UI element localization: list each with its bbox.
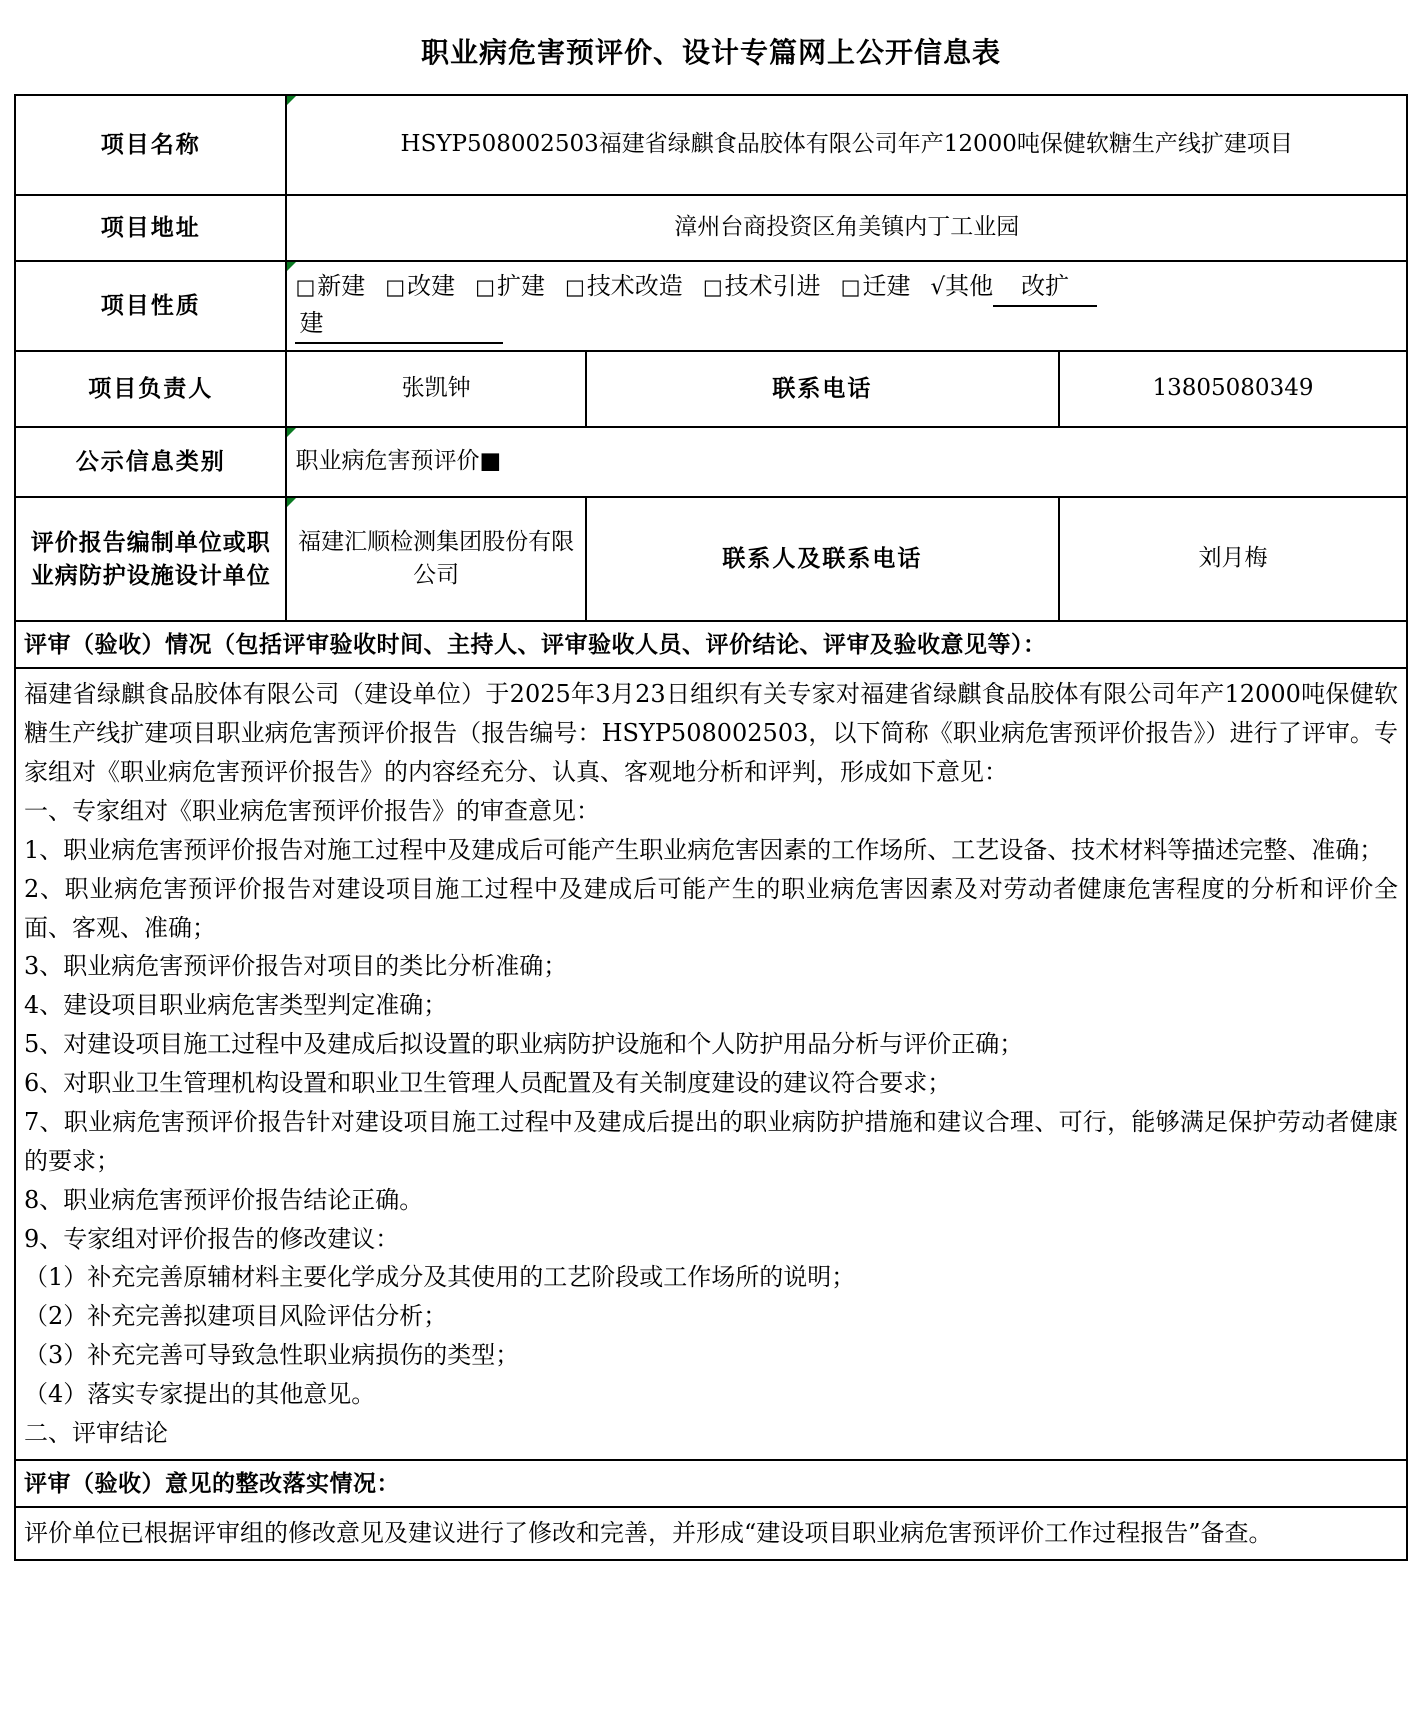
review-paragraph: 8、职业病危害预评价报告结论正确。	[24, 1185, 424, 1214]
nature-option-tech-import[interactable]	[703, 272, 821, 300]
check-mark-icon: √	[930, 273, 946, 300]
table-row-project-name	[15, 95, 1407, 195]
checkbox-icon: □	[840, 274, 861, 299]
table-row-project-nature	[15, 261, 1407, 351]
rectification-body	[15, 1507, 1407, 1560]
nature-option-label: 改建	[407, 271, 456, 300]
rectification-paragraph: 评价单位已根据评审组的修改意见及建议进行了修改和完善，并形成“建设项目职业病危害预评价工作过程报告”备查。	[24, 1519, 1273, 1548]
nature-other-value-continued[interactable]: 建	[295, 305, 503, 344]
value-project-nature	[286, 261, 1407, 351]
review-paragraph: 7、职业病危害预评价报告针对建设项目施工过程中及建成后提出的职业病防护措施和建议合理、可行，能够满足保护劳动者健康的要求；	[24, 1107, 1398, 1175]
nature-option-label: 迁建	[862, 271, 911, 300]
nature-option-label: 其他	[945, 271, 994, 300]
review-paragraph: 1、职业病危害预评价报告对施工过程中及建成后可能产生职业病危害因素的工作场所、工艺设备、技术材料等描述完整、准确；	[24, 835, 1384, 864]
nature-option-label: 技术改造	[586, 271, 683, 300]
review-paragraph: （4）落实专家提出的其他意见。	[24, 1380, 376, 1409]
table-row-project-address	[15, 195, 1407, 261]
table-row-rectification-body	[15, 1507, 1407, 1560]
review-paragraph: （2）补充完善拟建项目风险评估分析；	[24, 1302, 448, 1331]
nature-option-other[interactable]	[931, 272, 1098, 300]
review-paragraph: 4、建设项目职业病危害类型判定准确；	[24, 991, 448, 1020]
checkbox-icon: □	[385, 274, 406, 299]
review-paragraph: （1）补充完善原辅材料主要化学成分及其使用的工艺阶段或工作场所的说明；	[24, 1263, 856, 1292]
value-contact-person: 刘月梅	[1059, 497, 1407, 621]
table-row-leader-phone	[15, 351, 1407, 427]
label-contact-person: 联系人及联系电话	[586, 497, 1059, 621]
label-report-unit: 评价报告编制单位或职业病防护设施设计单位	[15, 497, 286, 621]
info-table	[14, 94, 1408, 1561]
table-row-report-unit	[15, 497, 1407, 621]
label-project-address: 项目地址	[15, 195, 286, 261]
nature-option-tech-reform[interactable]	[565, 272, 683, 300]
value-report-unit: 福建汇顺检测集团股份有限公司	[286, 497, 585, 621]
table-row-publicity-type	[15, 427, 1407, 497]
nature-other-value[interactable]: 改扩	[993, 268, 1097, 307]
value-publicity-type	[286, 427, 1407, 497]
checkbox-icon: □	[564, 274, 585, 299]
review-section-heading: 评审（验收）情况（包括评审验收时间、主持人、评审验收人员、评价结论、评审及验收意见等）：	[15, 621, 1407, 668]
publicity-type-text: 职业病危害预评价	[295, 448, 480, 475]
nature-option-label: 新建	[317, 271, 366, 300]
nature-option-label: 技术引进	[724, 271, 821, 300]
label-publicity-type: 公示信息类别	[15, 427, 286, 497]
checkbox-icon: □	[702, 274, 723, 299]
review-paragraph: 5、对建设项目施工过程中及建成后拟设置的职业病防护设施和个人防护用品分析与评价正确；	[24, 1030, 1024, 1059]
table-row-rectification-heading	[15, 1460, 1407, 1507]
review-paragraph: 2、职业病危害预评价报告对建设项目施工过程中及建成后可能产生的职业病危害因素及对劳动者健康危害程度的分析和评价全面、客观、准确；	[24, 874, 1398, 942]
label-project-name: 项目名称	[15, 95, 286, 195]
label-project-leader: 项目负责人	[15, 351, 286, 427]
label-project-nature: 项目性质	[15, 261, 286, 351]
review-paragraph: 福建省绿麒食品胶体有限公司（建设单位）于2025年3月23日组织有关专家对福建省绿麒食品胶体有限公司年产12000吨保健软糖生产线扩建项目职业病危害预评价报告（报告编号：HSYP508002503，以下简称《职业病危害预评价报告》）进行了评审。专家组对《职业病危害预评价报告》的内容经充分、认真、客观地分析和评判，形成如下意见：	[24, 680, 1398, 787]
rectification-section-heading: 评审（验收）意见的整改落实情况：	[15, 1460, 1407, 1507]
review-paragraph: 9、专家组对评价报告的修改建议：	[24, 1224, 400, 1253]
nature-option-label: 扩建	[496, 271, 545, 300]
review-paragraph: 3、职业病危害预评价报告对项目的类比分析准确；	[24, 952, 568, 981]
review-paragraph: （3）补充完善可导致急性职业病损伤的类型；	[24, 1341, 520, 1370]
checkbox-checked-icon[interactable]: ■	[479, 448, 502, 475]
label-contact-phone: 联系电话	[586, 351, 1059, 427]
table-row-review-body	[15, 668, 1407, 1460]
review-paragraph: 6、对职业卫生管理机构设置和职业卫生管理人员配置及有关制度建设的建议符合要求；	[24, 1069, 952, 1098]
nature-option-relocate[interactable]	[841, 272, 911, 300]
value-contact-phone: 13805080349	[1059, 351, 1407, 427]
review-body	[15, 668, 1407, 1460]
checkbox-icon: □	[475, 274, 495, 299]
value-project-name: HSYP508002503福建省绿麒食品胶体有限公司年产12000吨保健软糖生产线扩建项目	[286, 95, 1407, 195]
page-title: 职业病危害预评价、设计专篇网上公开信息表	[420, 36, 1001, 69]
nature-option-expand[interactable]	[475, 272, 545, 300]
nature-option-rebuild[interactable]	[385, 272, 455, 300]
nature-option-new[interactable]	[295, 272, 365, 300]
review-paragraph: 二、评审结论	[24, 1418, 168, 1447]
value-project-address: 漳州台商投资区角美镇内丁工业园	[286, 195, 1407, 261]
table-row-review-heading	[15, 621, 1407, 668]
value-project-leader: 张凯钟	[286, 351, 585, 427]
checkbox-icon: □	[295, 274, 316, 299]
review-paragraph: 一、专家组对《职业病危害预评价报告》的审查意见：	[24, 796, 600, 825]
